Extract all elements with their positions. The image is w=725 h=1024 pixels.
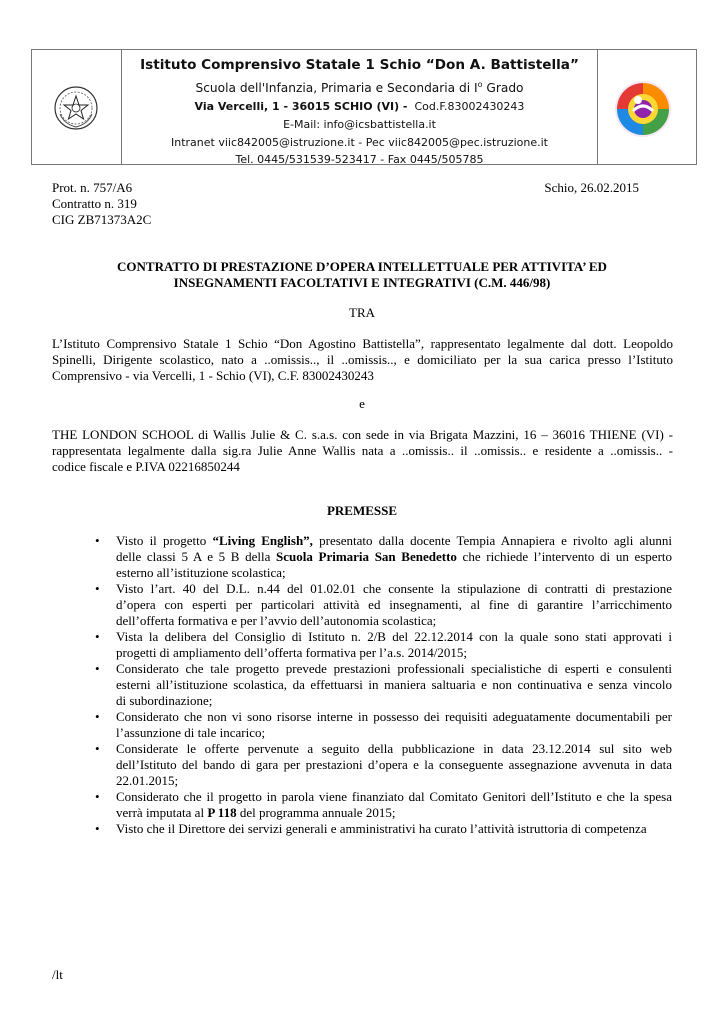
footer-initials: /lt — [52, 967, 63, 982]
tra-label: TRA — [349, 305, 375, 320]
party-school — [52, 336, 673, 384]
paragraph-line: THE LONDON SCHOOL di Wallis Julie & C. s.a.s. con sede in via Brigata Mazzini, 16 – 36016 THIENE (VI) - — [52, 427, 673, 442]
party-contractor — [52, 427, 673, 475]
list-item: • Considerato che non vi sono risorse interne in possesso dei requisiti adeguatamente documentabili per l’assunzione di tale incarico; — [92, 709, 672, 741]
title-line: CONTRATTO DI PRESTAZIONE D’OPERA INTELLETTUALE PER ATTIVITA’ ED — [117, 259, 607, 274]
list-item: • Considerate le offerte pervenute a seguito della pubblicazione in data 23.12.2014 sul sito web dell’Istituto del bando di gara per prestazioni d’opera e la conseguente assegnazione avvenuta in data 22.01.2015; — [92, 741, 672, 789]
paragraph-line: rappresentata legalmente dalla sig.ra Julie Anne Wallis nata a ..omissis.. il ..omissis.. e residente a ..omissis.. - — [52, 443, 673, 458]
e-label: e — [359, 396, 365, 411]
list-item: • Visto il progetto “Living English”, presentato dalla docente Tempia Annapiera e rivolto agli alunni delle classi 5 A e 5 B della Scuola Primaria San Benedetto che richiede l’intervento di un esperto esterno all’istituzione scolastica; — [92, 533, 672, 581]
letterhead — [31, 49, 697, 165]
school-name: Istituto Comprensivo Statale 1 Schio “Don A. Battistella” — [140, 57, 579, 73]
protocol-number: Prot. n. 757/A6 — [52, 180, 133, 195]
premesse-title: PREMESSE — [326, 503, 398, 518]
school-phone: Tel. 0445/531539-523417 - Fax 0445/505785 — [235, 153, 484, 167]
school-email: E-Mail: info@icsbattistella.it — [283, 118, 436, 132]
italian-republic-emblem-icon — [52, 84, 100, 132]
school-intranet: Intranet viic842005@istruzione.it - Pec viic842005@pec.istruzione.it — [171, 135, 548, 149]
cig-code: CIG ZB71373A2C — [52, 212, 152, 227]
letterhead-divider — [597, 50, 598, 164]
school-subtitle: Scuola dell'Infanzia, Primaria e Secondaria di $I^o$ Grado — [195, 80, 524, 96]
premesse-list — [92, 533, 672, 837]
list-item: • Considerato che il progetto in parola viene finanziato dal Comitato Genitori dell’Istituto e che la spesa verrà imputata al P 118 del programma annuale 2015; — [92, 789, 672, 821]
contract-number: Contratto n. 319 — [52, 196, 137, 211]
place-date: Schio, 26.02.2015 — [544, 180, 639, 195]
list-item: • Visto che il Direttore dei servizi generali e amministrativi ha curato l’attività istruttoria di competenza — [92, 821, 672, 837]
list-item: • Considerato che tale progetto prevede prestazioni professionali specialistiche di esperti e consulenti esterni all’istituzione scolastica, da effettuarsi in maniera saltuaria e non continuativa e senza vincolo di subordinazione; — [92, 661, 672, 709]
school-address: Via Vercelli, 1 - 36015 SCHIO (VI) - Cod.F.83002430243 — [194, 100, 525, 114]
paragraph-line: codice fiscale e P.IVA 02216850244 — [52, 459, 240, 474]
list-item: • Vista la delibera del Consiglio di Istituto n. 2/B del 22.12.2014 con la quale sono stati approvati i progetti di ampliamento dell’offerta formativa per l’a.s. 2014/2015; — [92, 629, 672, 661]
letterhead-text — [122, 55, 597, 169]
title-line: INSEGNAMENTI FACOLTATIVI E INTEGRATIVI (C.M. 446/98) — [173, 275, 551, 290]
school-rainbow-logo-icon — [614, 80, 672, 138]
protocol-info — [52, 180, 151, 228]
list-item: • Visto l’art. 40 del D.L. n.44 del 01.02.01 che consente la stipulazione di contratti di prestazione d’opera con esperti per particolari attività ed insegnamenti, al fine di garantire l’arricchimento dell’offerta formativa e per l’avvio dell’autonomia scolastica; — [92, 581, 672, 629]
paragraph-line: L’Istituto Comprensivo Statale 1 Schio “Don Agostino Battistella”, rappresentato legalmente dal dott. Leopoldo — [52, 336, 673, 351]
paragraph-line: Comprensivo - via Vercelli, 1 - Schio (VI), C.F. 83002430243 — [52, 368, 374, 383]
document-title — [52, 259, 672, 291]
paragraph-line: Spinelli, Dirigente scolastico, nato a ..omissis.., il ..omissis.., e domiciliato per la sua carica presso l’Istituto — [52, 352, 673, 367]
